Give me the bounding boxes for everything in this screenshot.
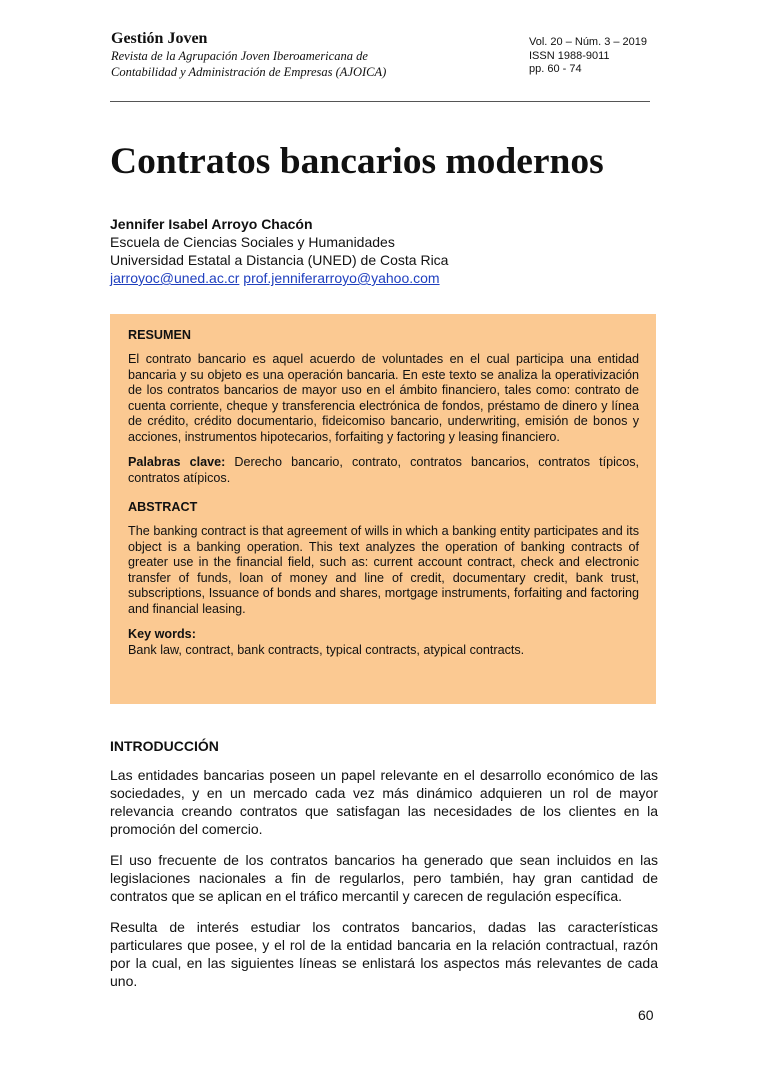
article-title: Contratos bancarios modernos	[110, 141, 604, 182]
page-number: 60	[638, 1007, 654, 1023]
author-name: Jennifer Isabel Arroyo Chacón	[110, 216, 313, 232]
pages-info: pp. 60 - 74	[529, 63, 582, 75]
author-emails	[110, 269, 448, 287]
abstract-box	[110, 314, 656, 704]
volume-info: Vol. 20 – Núm. 3 – 2019	[529, 36, 648, 48]
email-link-2[interactable]: prof.jenniferarroyo@yahoo.com	[243, 270, 440, 286]
journal-header	[111, 30, 511, 80]
abstract-text: The banking contract is that agreement of wills in which a banking entity participates and its object is a banking operation. This text analyzes the operation of banking contracts of greater use in the financial field, such as: current account contract, check and electronic transfer of funds, loan of money and line of credit, documentary credit, bank trust, subscriptions, Issuance of bonds and shares, mortgage instruments, forfaiting and factoring and financial leasing.	[128, 524, 639, 616]
journal-subtitle-line2: Contabilidad y Administración de Empresas (AJOICA)	[111, 65, 387, 79]
spacer	[128, 486, 639, 500]
journal-name: Gestión Joven	[111, 30, 208, 47]
abstract-heading: ABSTRACT	[128, 500, 198, 514]
intro-paragraph-2: El uso frecuente de los contratos bancarios ha generado que sean incluidos en las legislaciones nacionales a fin de regularlos, pero también, hay gran cantidad de contratos que se aplican en el tráfico mercantil y carecen de regulación específica.	[110, 852, 658, 904]
issn-info: ISSN 1988-9011	[529, 49, 610, 62]
header-divider	[110, 101, 650, 102]
palabras-clave	[128, 455, 639, 486]
email-link-1[interactable]: jarroyoc@uned.ac.cr	[110, 270, 240, 286]
author-block	[110, 215, 448, 287]
issue-info	[529, 36, 659, 77]
journal-subtitle-line1: Revista de la Agrupación Joven Iberoamericana de	[111, 49, 368, 63]
affiliation-line1: Escuela de Ciencias Sociales y Humanidades	[110, 234, 395, 250]
keywords	[128, 627, 639, 658]
resumen-text: El contrato bancario es aquel acuerdo de voluntades en el cual participa una entidad bancaria y su objeto es una operación bancaria. En este texto se analiza la operativización de los contratos bancarios de mayor uso en el ámbito financiero, tales como: contrato de cuenta corriente, cheque y transferencia electrónica de fondos, préstamo de dinero y línea de crédito, crédito documentario, fideicomiso bancario, underwriting, emisión de bonos y acciones, instrumentos hipotecarios, forfaiting y factoring y leasing financiero.	[128, 352, 639, 444]
affiliation-line2: Universidad Estatal a Distancia (UNED) de Costa Rica	[110, 252, 449, 268]
intro-paragraph-1: Las entidades bancarias poseen un papel relevante en el desarrollo económico de las sociedades, y en un mercado cada vez más dinámico adquieren un rol de mayor relevancia creando contratos que satisfagan las necesidades de los clientes en la promoción del comercio.	[110, 767, 658, 837]
palabras-clave-label: Palabras clave:	[128, 455, 226, 469]
intro-heading: INTRODUCCIÓN	[110, 738, 219, 754]
palabras-clave-text: Derecho bancario, contrato, contratos bancarios, contratos típicos, contratos atípicos.	[128, 455, 639, 485]
keywords-label: Key words:	[128, 627, 196, 641]
intro-paragraph-3: Resulta de interés estudiar los contratos bancarios, dadas las características particulares que posee, y el rol de la entidad bancaria en la relación contractual, razón por la cual, en las siguientes líneas se enlistará los aspectos más relevantes de cada uno.	[110, 919, 658, 989]
keywords-text: Bank law, contract, bank contracts, typical contracts, atypical contracts.	[128, 642, 525, 657]
resumen-heading: RESUMEN	[128, 328, 191, 342]
